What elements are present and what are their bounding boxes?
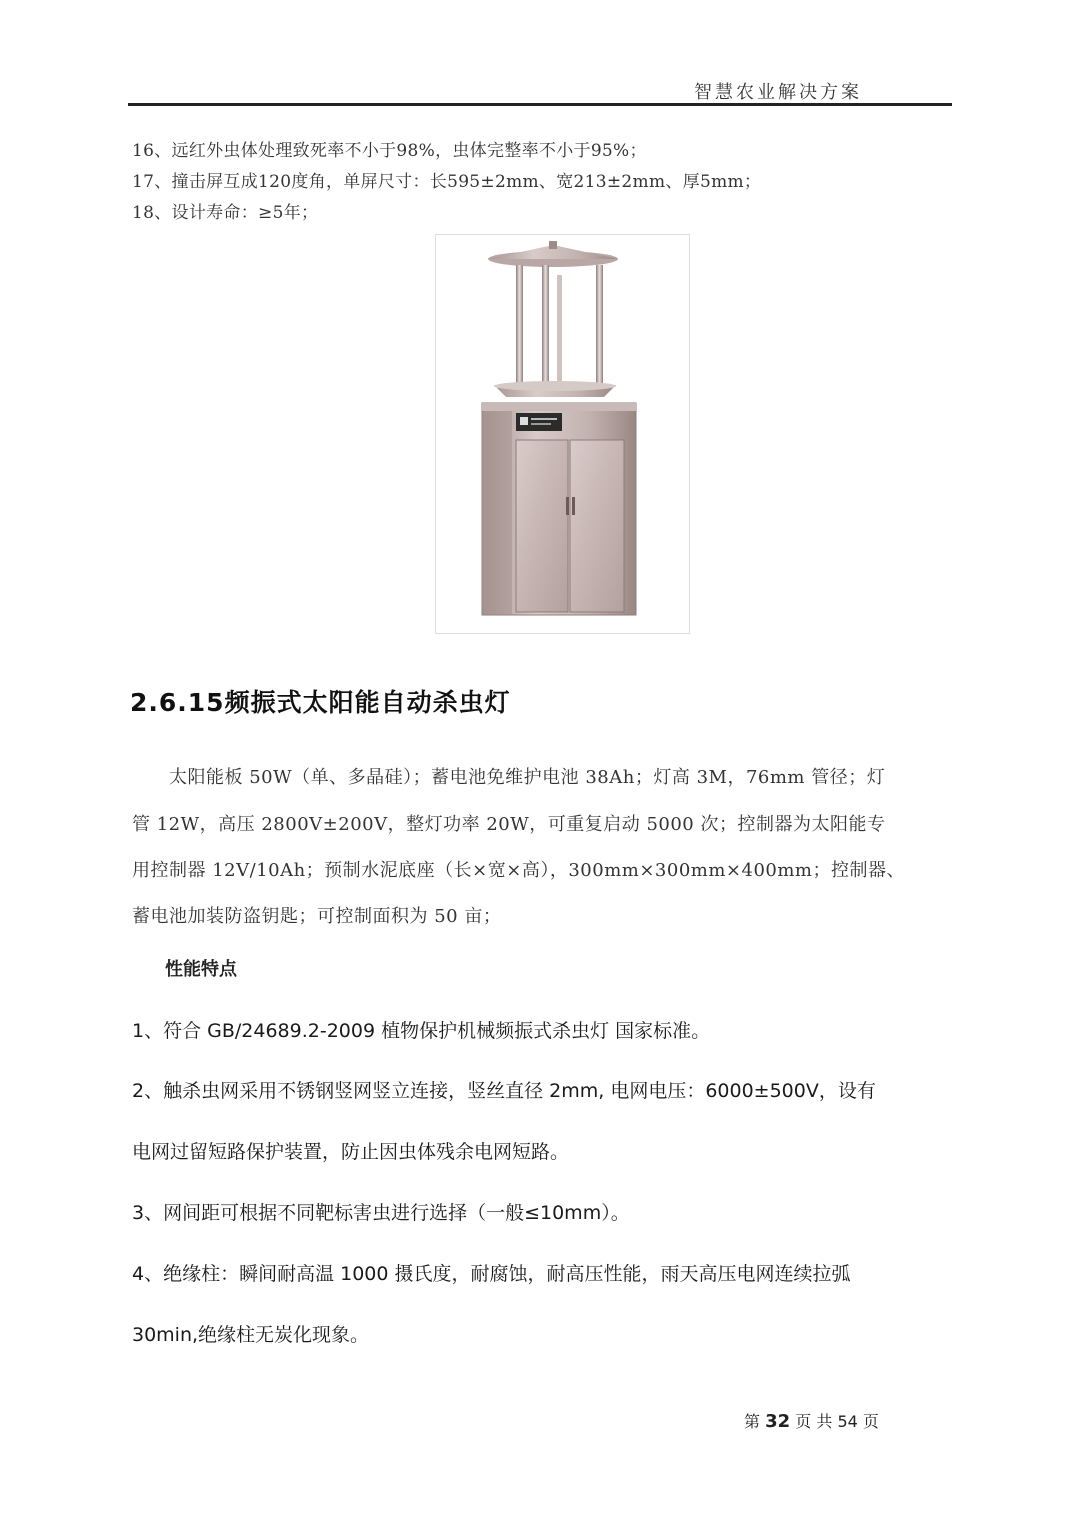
- spec-line-18: 18、设计寿命：≥5年；: [132, 203, 319, 223]
- section-title: 2.6.15频振式太阳能自动杀虫灯: [130, 688, 511, 717]
- features-heading: 性能特点: [165, 959, 237, 980]
- cabinet-illustration: [436, 235, 689, 633]
- spec-line-17: 17、撞击屏互成120度角，单屏尺寸：长595±2mm、宽213±2mm、厚5mm；: [132, 172, 762, 192]
- insect-killer-cabinet-photo: [435, 234, 690, 634]
- footer-middle: 页 共: [795, 1412, 833, 1431]
- intro-line-2: 管 12W，高压 2800V±200V，整灯功率 20W，可重复启动 5000 次；控制器为太阳能专: [132, 814, 886, 835]
- feature-line-2: 2、触杀虫网采用不锈钢竖网竖立连接，竖丝直径 2mm, 电网电压：6000±500V，设有: [132, 1080, 876, 1102]
- footer-prefix: 第: [744, 1412, 761, 1431]
- feature-line-4: 4、绝缘柱：瞬间耐高温 1000 摄氏度，耐腐蚀，耐高压性能，雨天高压电网连续拉弧: [132, 1263, 851, 1285]
- feature-line-3: 3、网间距可根据不同靶标害虫进行选择（一般≤10mm）。: [132, 1202, 630, 1224]
- page-footer: [744, 1409, 879, 1432]
- feature-line-1: 1、符合 GB/24689.2-2009 植物保护机械频振式杀虫灯 国家标准。: [132, 1020, 711, 1042]
- feature-line-2-cont: 电网过留短路保护装置，防止因虫体残余电网短路。: [132, 1141, 570, 1163]
- intro-line-4: 蓄电池加装防盗钥匙；可控制面积为 50 亩；: [132, 906, 502, 927]
- spec-line-16: 16、远红外虫体处理致死率不小于98%，虫体完整率不小于95%；: [132, 141, 647, 161]
- intro-line-3: 用控制器 12V/10Ah；预制水泥底座（长×宽×高），300mm×300mm×400mm；控制器、: [132, 860, 905, 881]
- feature-line-4-cont: 30min,绝缘柱无炭化现象。: [132, 1324, 370, 1346]
- footer-total-pages: 54: [837, 1412, 858, 1431]
- footer-page-number: 32: [765, 1411, 791, 1432]
- header-rule: [128, 103, 952, 106]
- page-header: [128, 74, 952, 104]
- footer-suffix: 页: [862, 1412, 879, 1431]
- intro-line-1: 太阳能板 50W（单、多晶硅）；蓄电池免维护电池 38Ah；灯高 3M，76mm 管径；灯: [132, 767, 886, 788]
- header-title: 智慧农业解决方案: [694, 82, 862, 103]
